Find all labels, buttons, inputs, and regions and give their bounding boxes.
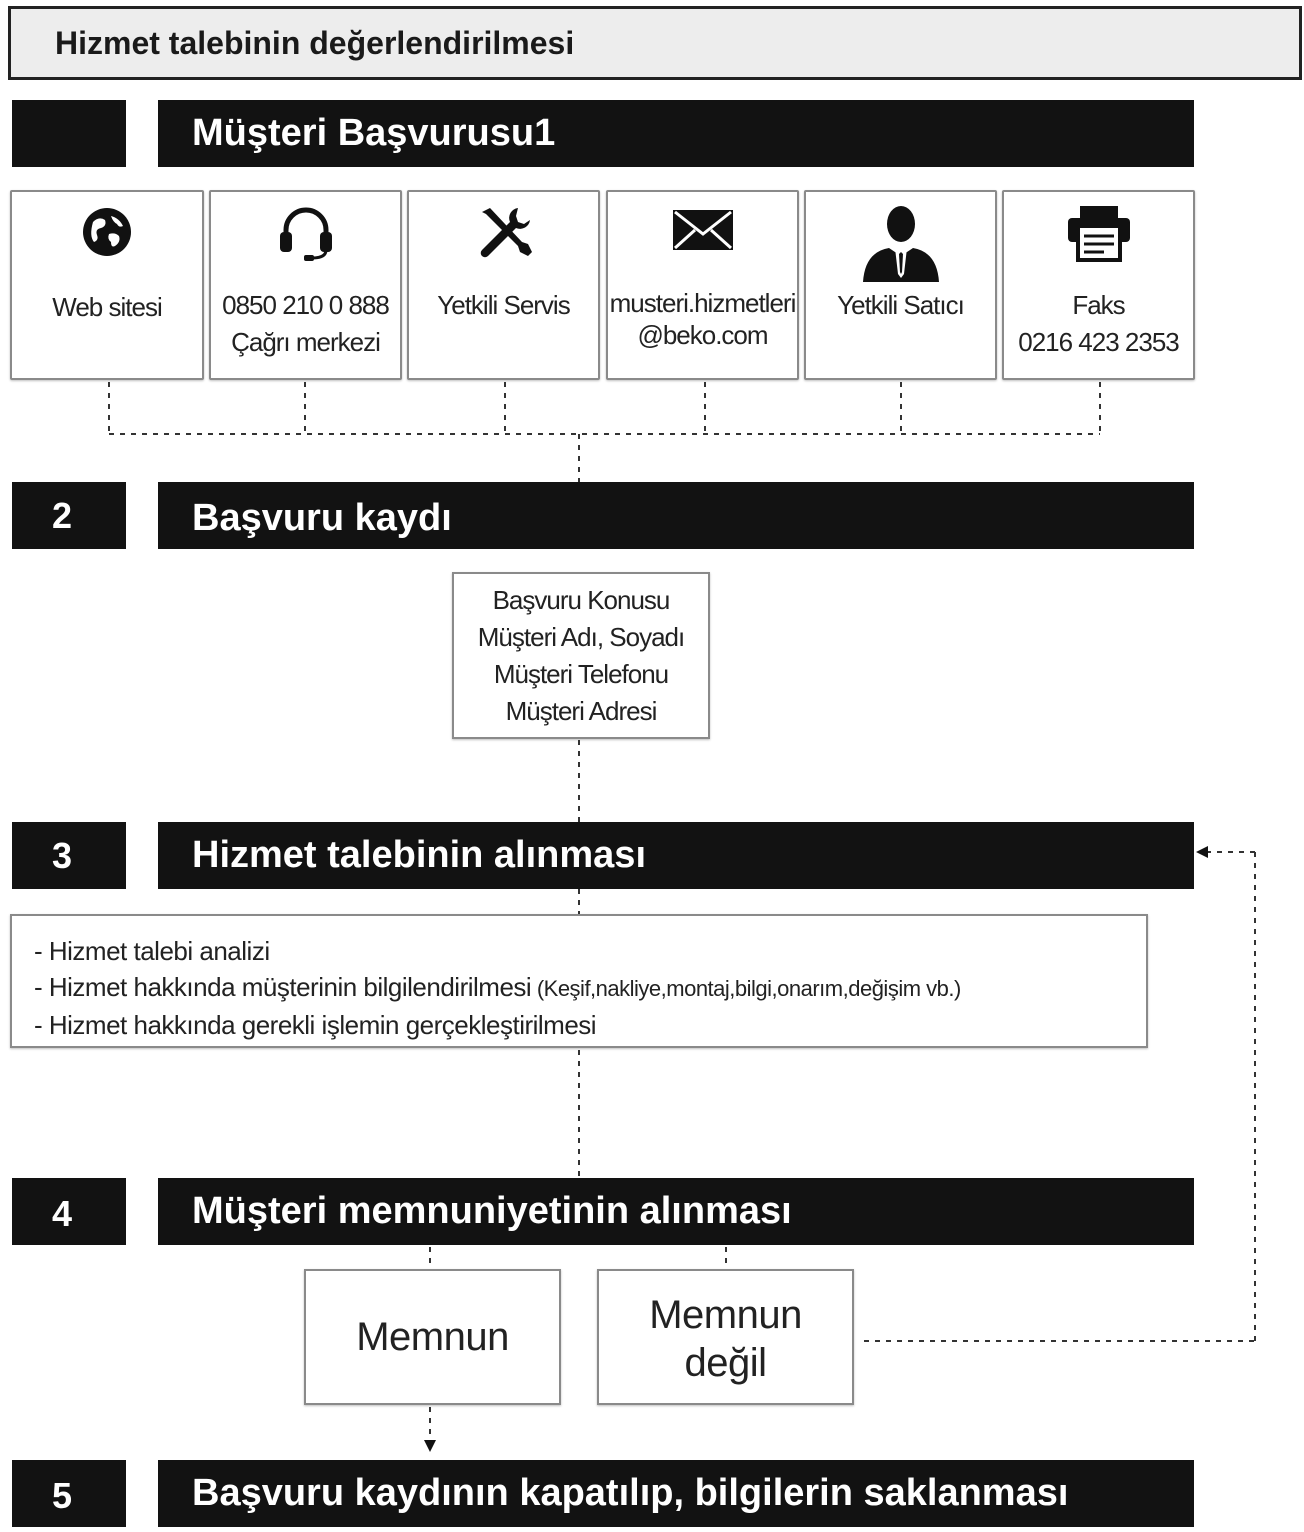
step-3-number: 3 — [12, 822, 126, 889]
not-satisfied-line: Memnun — [649, 1293, 802, 1337]
channel-label: Çağrı merkezi — [231, 327, 380, 357]
satisfied-box: Memnun — [304, 1269, 561, 1405]
service-item: - Hizmet talebi analizi — [34, 936, 270, 966]
channel-label: 0850 210 0 888 — [222, 290, 389, 320]
step-2-number: 2 — [12, 482, 126, 549]
step-4-number: 4 — [12, 1178, 126, 1245]
channel-label: 0216 423 2353 — [1018, 327, 1179, 357]
channel-label: Web sitesi — [52, 292, 162, 322]
step-5-title: Başvuru kaydının kapatılıp, bilgilerin saklanması — [158, 1460, 1194, 1527]
service-item: - Hizmet hakkında müşterinin bilgilendirilmesi (Keşif,nakliye,montaj,bilgi,onarım,değişim vb.) — [34, 972, 961, 1002]
arrowhead-down-icon — [424, 1440, 436, 1452]
step-4-title: Müşteri memnuniyetinin alınması — [158, 1178, 1194, 1245]
step-3-title: Hizmet talebinin alınması — [158, 822, 1194, 889]
arrowhead-left-icon — [1196, 846, 1208, 858]
step-5-number: 5 — [12, 1460, 126, 1527]
record-field: Başvuru Konusu — [492, 585, 670, 615]
channel-label: Yetkili Servis — [437, 290, 570, 320]
record-field: Müşteri Adresi — [505, 696, 657, 726]
channel-label: Yetkili Satıcı — [837, 290, 964, 320]
page-title: Hizmet talebinin değerlendirilmesi — [8, 6, 1302, 80]
service-item-note: (Keşif,nakliye,montaj,bilgi,onarım,değişim vb.) — [531, 976, 961, 1001]
record-field: Müşteri Telefonu — [493, 659, 669, 689]
channel-label: musteri.hizmetleri — [609, 288, 796, 318]
service-item: - Hizmet hakkında gerekli işlemin gerçekleştirilmesi — [34, 1010, 597, 1040]
record-field: Müşteri Adı, Soyadı — [477, 622, 685, 652]
channel-label: Faks — [1072, 290, 1125, 320]
step-2-title: Başvuru kaydı — [158, 482, 1194, 549]
channel-label: @beko.com — [637, 320, 768, 350]
not-satisfied-line: değil — [684, 1341, 767, 1385]
step-1-title: Müşteri Başvurusu1 — [158, 100, 1194, 167]
